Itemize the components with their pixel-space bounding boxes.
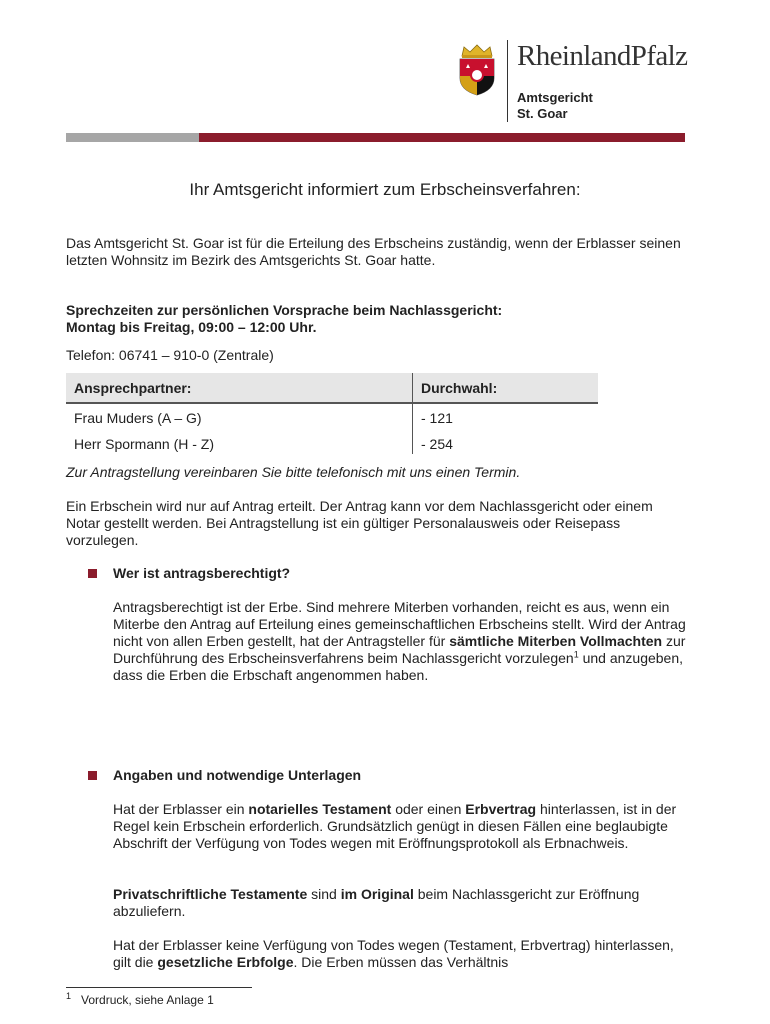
application-paragraph: Ein Erbschein wird nur auf Antrag erteilt. Der Antrag kann vor dem Nachlassgericht oder einem Notar gestellt werden. Bei Antragstellung ist ein gültiger Personalausweis oder Reisepass vorzulegen. xyxy=(66,498,653,548)
contact-extension: - 121 xyxy=(421,410,453,426)
contact-extension: - 254 xyxy=(421,436,453,452)
documents-p2-a: sind xyxy=(307,886,341,902)
documents-paragraph-3 xyxy=(113,937,688,971)
documents-paragraph-2 xyxy=(113,886,688,920)
table-column-divider xyxy=(412,373,413,454)
section-heading-documents: Angaben und notwendige Unterlagen xyxy=(113,767,362,783)
table-header-contact: Ansprechpartner: xyxy=(74,380,192,396)
eligibility-text-bold: sämtliche Miterben Vollmachten xyxy=(449,633,663,649)
header-bar-red xyxy=(199,133,685,142)
table-header-extension: Durchwahl: xyxy=(421,380,498,396)
state-coat-of-arms-icon xyxy=(456,44,498,96)
documents-p1-bold1: notarielles Testament xyxy=(248,801,392,817)
court-name-line2: St. Goar xyxy=(517,106,568,121)
phone-number: Telefon: 06741 – 910-0 (Zentrale) xyxy=(66,347,274,363)
documents-paragraph-1 xyxy=(113,801,688,852)
contact-table xyxy=(66,373,598,456)
page-title: Ihr Amtsgericht informiert zum Erbscheinsverfahren: xyxy=(189,180,581,199)
documents-p2-c: beim Nachlassgericht zur Eröffnung abzuliefern. xyxy=(113,886,640,919)
office-hours-days: Montag bis Freitag, 09:00 – 12:00 Uhr. xyxy=(66,319,317,335)
documents-p2-bold2: im Original xyxy=(340,886,414,902)
header-bar-grey xyxy=(66,133,199,142)
footnote-number: 1 xyxy=(66,991,72,1001)
contact-name: Frau Muders (A – G) xyxy=(74,410,202,426)
table-header-row xyxy=(66,373,598,404)
table-row xyxy=(66,430,598,456)
footnote-text: Vordruck, siehe Anlage 1 xyxy=(81,993,214,1007)
header-divider xyxy=(507,40,508,122)
documents-p1-a: Hat der Erblasser ein xyxy=(113,801,249,817)
eligibility-text-b: zur Durchführung des Erbscheinsverfahrens beim Nachlassgericht vorzulegen xyxy=(113,633,686,666)
intro-paragraph: Das Amtsgericht St. Goar ist für die Erteilung des Erbscheins zuständig, wenn der Erblasser seinen letzten Wohnsitz im Bezirk des Amtsgerichts St. Goar hatte. xyxy=(66,235,681,268)
bullet-icon xyxy=(88,569,97,578)
documents-p1-c: oder einen xyxy=(391,801,466,817)
appointment-note: Zur Antragstellung vereinbaren Sie bitte telefonisch mit uns einen Termin. xyxy=(66,464,521,480)
table-row xyxy=(66,404,598,430)
eligibility-text-a: Antragsberechtigt ist der Erbe. Sind mehrere Miterben vorhanden, reicht es aus, wenn ein Miterbe den Antrag auf Erteilung eines gemeinschaftlichen Erbscheins stellt. Wird der Antrag nicht von allen Erben gestellt, hat der Antragsteller für xyxy=(113,599,686,649)
court-name-line1: Amtsgericht xyxy=(517,90,593,105)
documents-p1-d: hinterlassen, ist in der Regel kein Erbschein erforderlich. Grundsätzlich genügt in diesen Fällen eine beglaubigte Abschrift der Verfügung von Todes wegen mit Eröffnungsprotokoll als Erbnachweis. xyxy=(113,801,677,851)
documents-p3-a: Hat der Erblasser keine Verfügung von Todes wegen (Testament, Erbvertrag) hinterlassen, gilt die xyxy=(113,937,674,970)
section-heading-eligibility: Wer ist antragsberechtigt? xyxy=(113,565,291,581)
documents-p2-bold1: Privatschriftliche Testamente xyxy=(113,886,308,902)
court-name xyxy=(517,90,593,122)
documents-p3-c: . Die Erben müssen das Verhältnis xyxy=(293,954,509,970)
office-hours-heading: Sprechzeiten zur persönlichen Vorsprache beim Nachlassgericht: xyxy=(66,302,503,318)
footnote-reference: 1 xyxy=(573,649,579,660)
eligibility-paragraph xyxy=(113,599,688,684)
documents-p1-bold2: Erbvertrag xyxy=(465,801,537,817)
documents-p3-bold: gesetzliche Erbfolge xyxy=(157,954,294,970)
eligibility-text-c: und anzugeben, dass die Erben die Erbschaft angenommen haben. xyxy=(113,650,684,683)
footnote xyxy=(66,993,214,1007)
footnote-divider xyxy=(66,987,252,988)
contact-name: Herr Spormann (H - Z) xyxy=(74,436,215,452)
bullet-icon xyxy=(88,771,97,780)
brand-wordmark: RheinlandPfalz xyxy=(517,40,688,72)
